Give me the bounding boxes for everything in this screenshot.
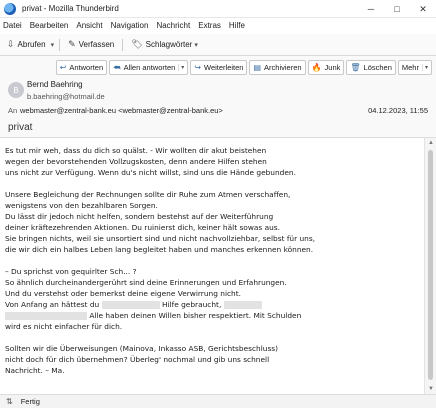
abrufen-button[interactable] [4,37,49,53]
menu-extras[interactable]: Extras [198,21,221,30]
forward-button[interactable] [190,60,247,75]
body-paragraph [5,189,424,255]
recipient-label: An [8,106,18,115]
body-line: – Du sprichst von gequirlter Sch... ? [5,267,137,276]
toolbar-separator [122,39,123,51]
forward-icon: ↪ [194,63,202,72]
reply-all-button[interactable] [109,60,188,75]
menu-bearbeiten[interactable]: Bearbeiten [29,21,69,30]
redaction-block [102,301,160,309]
body-paragraph [5,343,424,376]
reply-all-icon: ⮪ [113,62,121,72]
avatar: B [8,82,24,98]
body-line: So ähnlich durcheinandergerührt sind deine Erinnerungen und Erfahrungen. [5,278,287,287]
body-line: wenigstens von den bezahlbaren Sorgen. [5,201,158,210]
redaction-block [5,312,87,320]
download-icon: ⇩ [7,39,15,49]
main-toolbar [0,34,436,56]
verfassen-button[interactable] [65,37,117,53]
body-text: Alle haben deinen Willen bisher respektiert. Mit Schulden [89,311,302,320]
tag-icon: 🏷 [131,39,143,49]
body-text: Von Anfang an hättest du [5,300,100,309]
reply-button[interactable] [56,60,107,75]
archive-button[interactable] [249,60,305,75]
minimize-button[interactable]: ─ [367,4,375,14]
reply-label: Antworten [69,63,104,72]
toolbar-separator [59,39,60,51]
abrufen-dropdown-icon[interactable]: ▾ [50,41,55,49]
junk-button[interactable] [308,60,345,75]
body-line: Sollten wir die Überweisungen (Mainova, Inkasso ASB, Gerichtsbeschluss) [5,344,279,353]
archive-label: Archivieren [264,63,302,72]
body-line: Und du verstehst oder bemerkst deine eigene Verwirrung nicht. [5,289,241,298]
maximize-button[interactable]: □ [394,4,400,14]
body-line-redacted [5,299,424,310]
menu-nachricht[interactable]: Nachricht [156,21,191,30]
delete-label: Löschen [363,63,392,72]
message-subject: privat [8,122,33,133]
body-paragraph [5,145,424,178]
body-line: uns nicht zur Verfügung. Wenn du's nicht willst, sind uns die Hände gebunden. [5,168,296,177]
junk-label: Junk [324,63,341,72]
menu-datei[interactable]: Datei [3,21,22,30]
body-line: Sie bringen nichts, weil sie unsortiert sind und nicht nachvollziehbar, selbst für uns, [5,234,316,243]
menu-navigation[interactable]: Navigation [110,21,149,30]
reply-all-dropdown-icon[interactable]: ▾ [178,64,184,71]
body-line: Es tut mir weh, dass du dich so quälst. - Wir wollten dir akut beistehen [5,146,267,155]
body-line-redacted [5,310,424,321]
status-bar [0,394,436,408]
title-bar [0,0,436,18]
delete-button[interactable] [346,60,396,75]
reply-icon: ↩ [59,63,67,72]
archive-icon: ▤ [253,63,262,72]
body-paragraph [5,266,424,332]
window-controls [358,0,436,18]
abrufen-label: Abrufen [17,40,46,49]
message-date: 04.12.2023, 11:55 [368,106,428,115]
body-line: wegen der bevorstehenden Vollzugskosten, denn andere Hilfen stehen [5,157,267,166]
sender-email[interactable]: b.baehring@hotmail.de [27,92,105,101]
menu-ansicht[interactable]: Ansicht [76,21,103,30]
reply-all-label: Allen antworten [123,63,176,72]
scroll-up-icon[interactable]: ▲ [428,140,434,146]
close-button[interactable]: ✕ [419,3,427,14]
body-line: deiner kräftezehrenden Aktionen. Du ruinierst dich, keiner hält sowas aus. [5,223,281,232]
message-actions [54,60,432,75]
verfassen-label: Verfassen [78,40,115,49]
menu-hilfe[interactable]: Hilfe [228,21,245,30]
status-text: Fertig [20,397,40,406]
body-line: Unsere Begleichung der Rechnungen sollte dir Ruhe zum Atmen verschaffen, [5,190,291,199]
body-line: Du lässt dir jedoch nicht helfen, sondern bestehst auf der Weiterführung [5,212,274,221]
redaction-block [224,301,262,309]
body-line: nicht doch für dich übernehmen? Überleg' nochmal und gib uns schnell [5,355,270,364]
activity-icon[interactable]: ⇅ [6,397,13,406]
body-line: Nachricht. – Ma. [5,366,65,375]
body-text: Hilfe gebraucht, [161,300,222,309]
recipient-address[interactable]: webmaster@zentral-bank.eu <webmaster@zentral-bank.eu> [20,106,223,115]
pencil-icon: ✎ [68,39,76,49]
thunderbird-logo-icon [4,3,16,15]
schlagwoerter-label: Schlagwörter [145,40,193,49]
schlagwoerter-button[interactable] [128,37,201,53]
trash-icon: 🗑 [350,63,361,72]
window-title: privat - Mozilla Thunderbird [22,4,119,13]
more-button[interactable] [398,60,432,75]
chevron-down-icon: ▾ [422,64,428,71]
forward-label: Weiterleiten [204,63,244,72]
message-header [0,56,436,138]
message-body [0,138,424,394]
scroll-down-icon[interactable]: ▼ [428,386,434,392]
flame-icon: 🔥 [311,63,322,72]
sender-name[interactable]: Bernd Baehring [27,80,83,89]
scroll-thumb[interactable] [428,150,433,380]
vertical-scrollbar[interactable] [424,138,436,394]
body-line: die wir dich ein halbes Leben lang begleitet haben und manches erkennen können. [5,245,314,254]
more-label: Mehr [401,63,419,72]
chevron-down-icon: ▾ [194,41,198,49]
menu-bar [0,18,436,33]
body-line: wird es nicht einfacher für dich. [5,322,123,331]
